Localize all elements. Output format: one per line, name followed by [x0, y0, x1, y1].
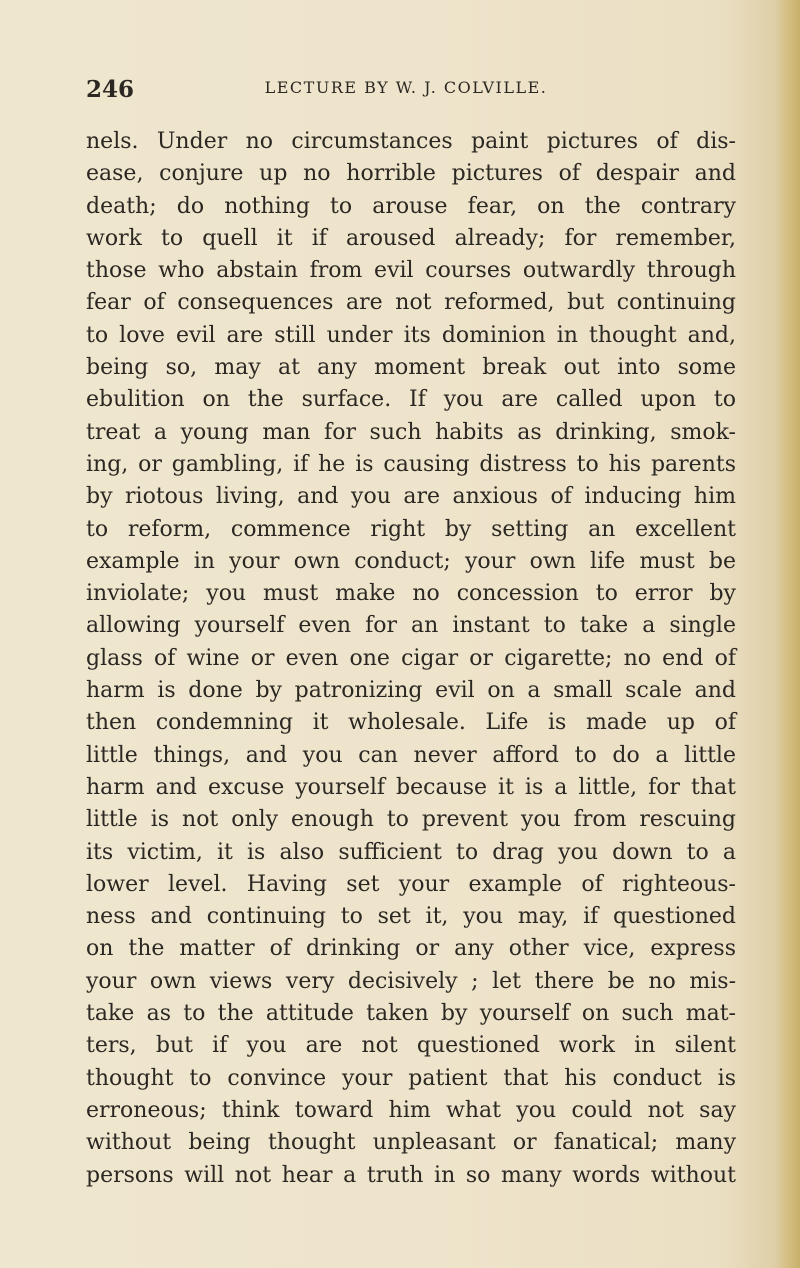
text-line: treat a young man for such habits as drinking, smok- — [86, 419, 736, 445]
text-line: erroneous; think toward him what you could not say — [86, 1097, 736, 1123]
text-line: little is not only enough to prevent you from rescuing — [86, 807, 736, 833]
text-line: being so, may at any moment break out into some — [86, 355, 736, 381]
text-line: lower level. Having set your example of righteous- — [86, 871, 736, 897]
text-line: its victim, it is also sufficient to drag you down to a — [86, 839, 736, 865]
text-line: work to quell it if aroused already; for remember, — [86, 225, 736, 251]
text-line: allowing yourself even for an instant to take a single — [86, 613, 736, 639]
text-line: inviolate; you must make no concession to error by — [86, 581, 736, 607]
text-line: those who abstain from evil courses outwardly through — [86, 258, 736, 284]
running-title: LECTURE BY W. J. COLVILLE. — [264, 78, 548, 97]
text-line: ease, conjure up no horrible pictures of despair and — [86, 161, 736, 187]
text-line: death; do nothing to arouse fear, on the contrary — [86, 193, 736, 219]
text-line: ebulition on the surface. If you are called upon to — [86, 387, 736, 413]
page-number: 246 — [86, 76, 135, 103]
text-line: persons will not hear a truth in so many words without — [86, 1162, 736, 1188]
text-line: nels. Under no circumstances paint pictures of dis- — [86, 129, 736, 154]
text-line: glass of wine or even one cigar or cigarette; no end of — [86, 645, 736, 671]
text-line: to love evil are still under its dominion in thought and, — [86, 322, 736, 348]
text-line: ters, but if you are not questioned work in silent — [86, 1033, 736, 1059]
text-line: by riotous living, and you are anxious of inducing him — [86, 484, 736, 510]
text-line: example in your own conduct; your own life must be — [86, 548, 736, 574]
text-line: harm is done by patronizing evil on a small scale and — [86, 678, 736, 704]
text-line: take as to the attitude taken by yourself on such mat- — [86, 1001, 736, 1027]
text-line: to reform, commence right by setting an excellent — [86, 516, 736, 542]
text-line: ing, or gambling, if he is causing distress to his parents — [86, 451, 736, 477]
text-line: harm and excuse yourself because it is a little, for that — [86, 774, 736, 800]
text-line: ness and continuing to set it, you may, if questioned — [86, 904, 736, 930]
text-line: on the matter of drinking or any other vice, express — [86, 936, 736, 962]
text-line: fear of consequences are not reformed, but continuing — [86, 290, 736, 316]
text-line: then condemning it wholesale. Life is made up of — [86, 710, 736, 736]
text-line: little things, and you can never afford to do a little — [86, 742, 736, 768]
text-line: without being thought unpleasant or fanatical; many — [86, 1130, 736, 1156]
text-line: thought to convince your patient that his conduct is — [86, 1065, 736, 1091]
body-text — [86, 126, 736, 1192]
page-header — [86, 76, 726, 110]
page-edge — [774, 0, 800, 1268]
text-line: your own views very decisively ; let there be no mis- — [86, 968, 736, 994]
